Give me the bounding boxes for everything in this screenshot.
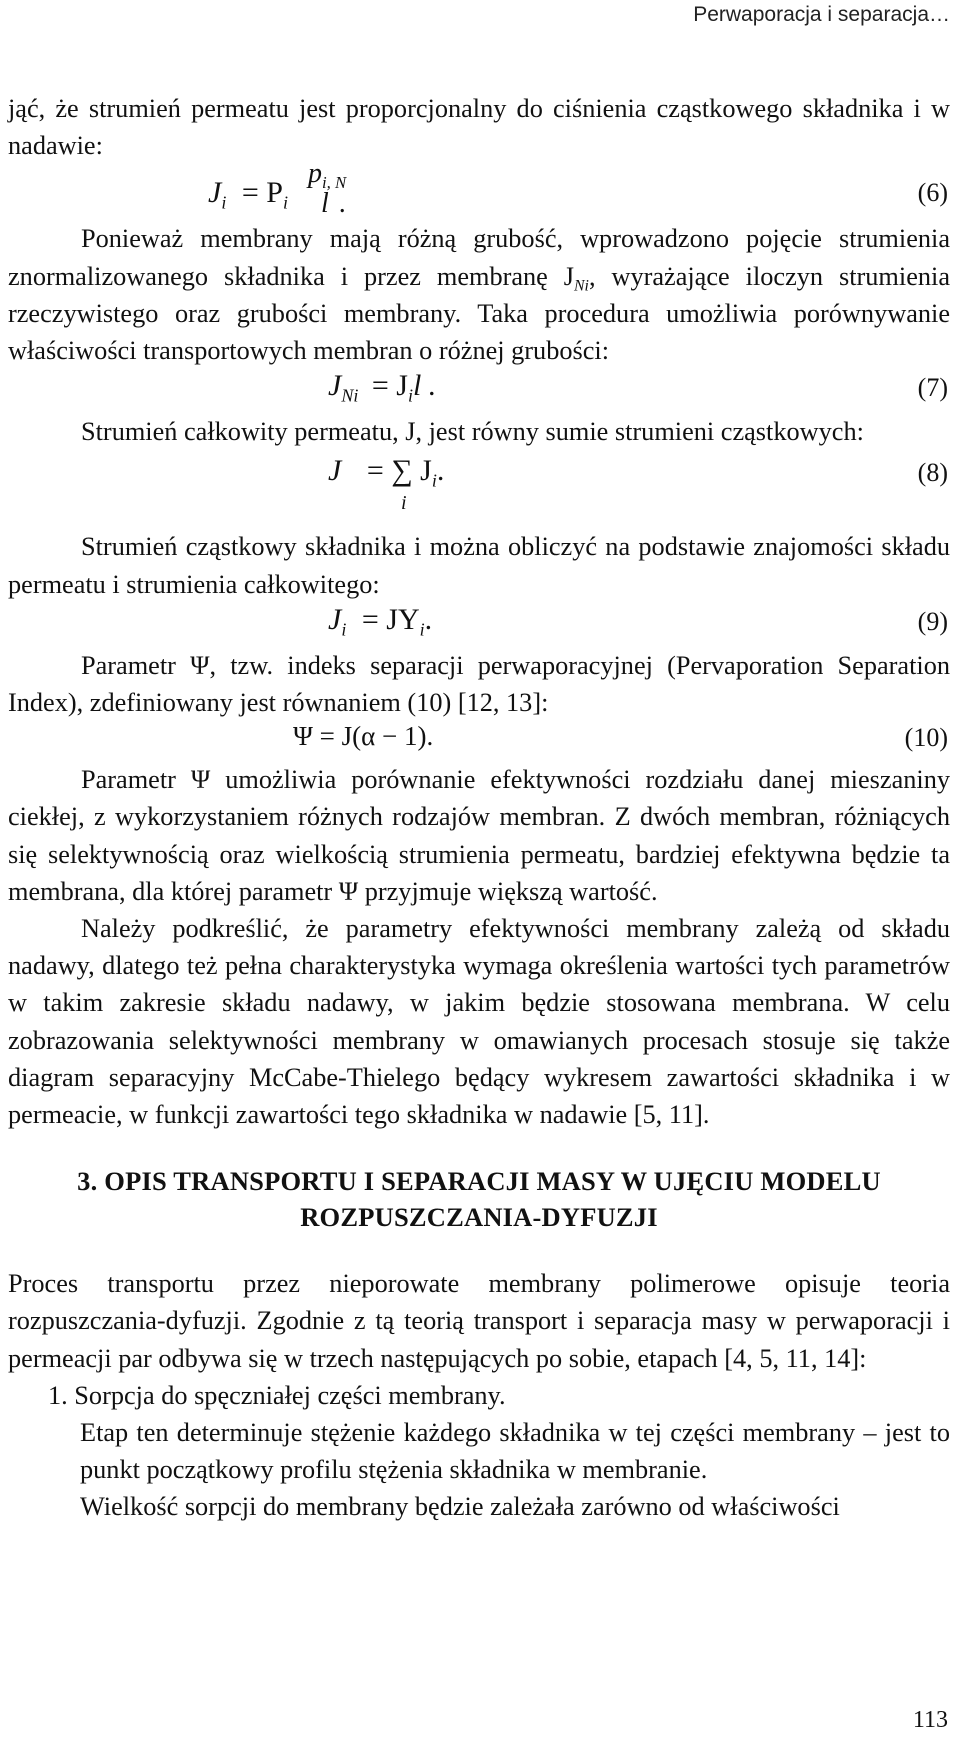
eq8-number: (8) — [917, 458, 948, 488]
equation-8: J = ∑ $J_i$. i (8) — [328, 454, 948, 515]
equation-10: Ψ = J(α − 1). (10) — [293, 721, 948, 753]
equation-6: $J_i = P_i$ $p_{i, N}$ l . (6) — [208, 158, 948, 220]
paragraph-9: Etap ten determinuje stężenie każdego składnika w tej części membrany – jest to punkt początkowy profilu stężenia składnika w membranie. — [80, 1418, 950, 1485]
paragraph-2: Ponieważ membrany mają różną grubość, wprowadzono pojęcie strumienia znormalizowanego składnika i przez membranę $J_{Ni}$, wyrażające iloczyn strumienia rzeczywistego oraz grubości membrany. Taka procedura umożliwia porównywanie właściwości transportowych membran o różnej grubości: — [8, 224, 950, 366]
paragraph-7: Należy podkreślić, że parametry efektywności membrany zależą od składu nadawy, dlatego też pełna charakterystyka wymaga określenia wartości tych parametrów w takim zakresie składu nadawy, w jakim będzie stosowana membrana. W celu zobrazowania selektywności membrany w omawianych procesach stosuje się także diagram separacyjny McCabe-Thielego będący wykresem zawartości składnika i w permeacie, w funkcji zawartości tego składnika w nadawie [5, 11]. — [8, 914, 950, 1130]
eq7-number: (7) — [917, 373, 948, 403]
paragraph-10: Wielkość sorpcji do membrany będzie zależała zarówno od właściwości — [80, 1492, 840, 1522]
paragraph-5: Parametr Ψ, tzw. indeks separacji perwaporacyjnej (Pervaporation Separation Index), zdefiniowany jest równaniem (10) [12, 13]: — [8, 650, 950, 718]
running-header: Perwaporacja i separacja… — [693, 3, 950, 26]
eq9-number: (9) — [917, 606, 948, 636]
eq6-denominator: l — [321, 188, 329, 220]
paragraph-3: Strumień całkowity permeatu, J, jest równy sumie strumieni cząstkowych: — [81, 417, 864, 447]
equation-7: $J_{Ni} = J_il$ . (7) — [328, 369, 948, 406]
page-body — [8, 90, 950, 1526]
eq6-numerator: p — [308, 158, 322, 190]
eq6-lhs: J — [208, 176, 222, 210]
list-item-1: 1. Sorpcja do spęczniałej części membrany. — [48, 1380, 506, 1410]
eq6-number: (6) — [917, 178, 948, 208]
equation-9: $J_i = JY_i$. (9) — [328, 602, 948, 640]
paragraph-1: jąć, że strumień permeatu jest proporcjonalny do ciśnienia cząstkowego składnika i w nadawie: — [8, 94, 950, 161]
section-heading: 3. OPIS TRANSPORTU I SEPARACJI MASY W UJĘCIU MODELU ROZPUSZCZANIA-DYFUZJI — [77, 1166, 881, 1233]
eq10-number: (10) — [904, 723, 948, 753]
paragraph-4: Strumień cząstkowy składnika i można obliczyć na podstawie znajomości składu permeatu i strumienia całkowitego: — [8, 532, 950, 599]
paragraph-6: Parametr Ψ umożliwia porównanie efektywności rozdziału danej mieszaniny ciekłej, z wykorzystaniem różnych rodzajów membran. Z dwóch membran, różniących się selektywnością oraz wielkością strumienia permeatu, bardziej efektywna będzie ta membrana, dla której parametr Ψ przyjmuje większą wartość. — [8, 765, 950, 906]
paragraph-8: Proces transportu przez nieporowate membrany polimerowe opisuje teoria rozpuszczania-dyfuzji. Zgodnie z tą teorią transport i separacja masy w perwaporacji i permeacji par odbywa się w trzech następujących po sobie, etapach [4, 5, 11, 14]: — [8, 1269, 950, 1373]
eq6-rhs: = P — [241, 176, 283, 210]
page-number: 113 — [912, 1707, 948, 1733]
